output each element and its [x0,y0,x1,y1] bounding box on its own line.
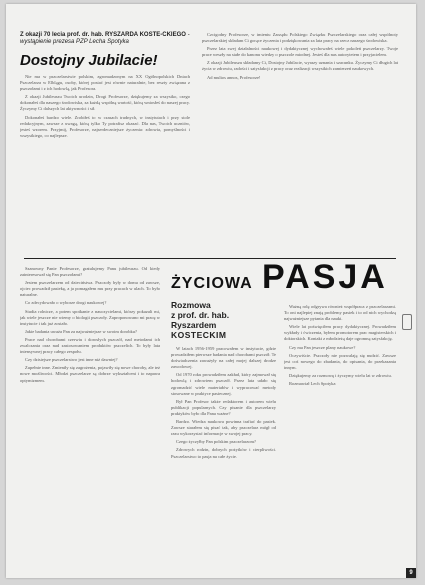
paragraph: Czego życzyłby Pan polskim pszczelarzom? [176,439,256,445]
interview-subtitle [171,300,271,340]
paragraph: Z okazji Jubileuszu składamy Ci, Dostojny Jubilacie, wyrazy uznania i szacunku. Życzymy Ci długich lat życia w zdrowiu, radości i satysfakcji z pracy oraz realizacji wszystkich zamierzeń naukowych. [202,60,398,72]
paragraph: Dokonałeś bardzo wiele. Zrobiłeś to w czasach trudnych, w instytutach i przy stole redakcyjnym, zawsze z uwagą, którą tylko Ty potrafisz okazać. Dla nas, Twoich uczniów, jesteś wzorem. Przyjmij, Profesorze, najserdeczniejsze życzenia: zdrowia, pomyślności i wszystkiego, co najlepsze. [20,114,190,138]
paragraph: Czcigodny Profesorze, w imieniu Zarządu Polskiego Związku Pszczelarskiego oraz całej wspólnoty pszczelarskiej składam Ci gorące życzenia i podziękowania za lata pracy na rzecz naszego środowiska. [202,32,398,44]
paragraph: Był Pan Profesor także redaktorem i autorem wielu publikacji popularnych. Czy pisanie dla pszczelarzy praktyków było dla Pana ważne? [171,398,276,416]
magazine-page [6,4,416,578]
paragraph: Czy dzisiejsze pszczelarstwo jest inne niż dawniej? [25,357,118,363]
paragraph: Przez lata swej działalności naukowej i dydaktycznej wychowałeś wiele pokoleń pszczelarzy. Twoje prace weszły na stałe do kanonu wiedzy o pszczole miodnej. Jesteś dla nas autorytetem i przyjacielem. [202,46,398,58]
paragraph: Studia rolnicze, a potem spotkanie z nauczycielami, którzy pokazali mi, jak wiele jeszcze nie wiemy o biologii pszczoły. Zaproponowano mi pracę w instytucie i tak już zostało. [20,308,160,326]
paragraph: Jakie badania uważa Pan za najważniejsze w swoim dorobku? [25,328,137,334]
subtitle-line: Rozmowa [171,300,211,310]
paragraph: Bardzo. Wiedza naukowa powinna trafiać do pasiek. Zawsze starałem się pisać tak, aby pszczelarz mógł od razu wykorzystać informacje w swojej pracy. [171,419,276,437]
section-title-small: ŻYCIOWA [171,275,253,292]
paragraph: Oczywiście. Pszczoły nie pozwalają się nudzić. Zawsze jest coś nowego do zbadania, do opisania, do przekazania innym. [284,352,396,370]
paragraph: W latach 1956-1959 pracowałem w instytucie, gdzie prowadziłem pierwsze badania nad chorobami pszczół. Te doświadczenia zaważyły na całej mojej dalszej drodze zawodowej. [171,346,276,370]
binding-mark [402,314,412,330]
paragraph: Zupełnie inne. Zmieniły się zagrożenia, pojawiły się nowe choroby, ale też nowe możliwości. Młodzi pszczelarze są dobrze wykształceni i to napawa optymizmem. [20,365,160,383]
paragraph: Zdrowych rodzin, dobrych pożytków i cierpliwości. Pszczelarstwo to pasja na całe życie. [171,447,276,459]
paragraph: Ad multos annos, Profesorze! [207,74,261,80]
interview-middle-column [171,346,276,571]
paragraph: Od 1970 roku prowadziłem zakład, który zajmował się hodowlą i zdrowiem pszczół. Przez lata udało się zgromadzić wiele materiałów i wypracować metody stosowane w praktyce pasiecznej. [171,372,276,396]
subtitle-line: KOSTECKIM [171,330,227,340]
paragraph: Ważną rolę odgrywa również współpraca z pszczelarzami. To oni najlepiej znają problemy pasiek i to od nich wychodzą najważniejsze pytania dla nauki. [284,304,396,322]
interview-right-column [284,304,396,571]
subtitle-line: z prof. dr. hab. [171,310,230,320]
interview-left-column [20,266,160,570]
paragraph: Z okazji Jubileuszu Twoich urodzin, Drogi Profesorze, dziękujemy za wszystko, czego dokonałeś dla naszego środowiska, za każdą wspólną wartość, którą wniosłeś do naszej pracy. Życzymy Ci dalszych lat aktywności i sił. [20,94,190,112]
paragraph: Dziękujemy za rozmowę i życzymy wielu lat w zdrowiu. [289,372,392,378]
paragraph: Prace nad chorobami czerwiu i dorosłych pszczół, nad metodami ich zwalczania oraz nad zastosowaniem produktów pszczelich. To były lata intensywnej pracy całego zespołu. [20,336,160,355]
paragraph: Rozmawiał Lech Spotyka [289,381,336,387]
article-heading [20,32,190,46]
top-right-column [202,32,398,250]
heading-text: Z okazji 70 lecia prof. dr. hab. RYSZARDA KOSTE-CKIEGO [20,32,186,38]
paragraph: Co zdecydowało o wyborze drogi naukowej? [25,300,107,306]
section-title-large: PASJA [262,258,388,296]
article-title: Dostojny Jubilacie! [20,52,158,69]
paragraph: Nie ma w pszczelarstwie polskim, zgromadzonym na XX Ogólnopolskich Dniach Pszczelarza w Elblągu, osoby, której postać jest równie naturalnie, bez reszty związana z pszczołami i z ich hodowlą, jak Profesora. [20,74,190,92]
subtitle-line: Ryszardem [171,320,217,330]
paragraph: Wiele lat poświęciłem pracy dydaktycznej. Prowadziłem wykłady i ćwiczenia, byłem promotorem prac magisterskich i doktorskich. Kontakt z młodzieżą daje ogromną satysfakcję. [284,324,396,342]
page-number: 9 [406,568,416,578]
paragraph: Szanowny Panie Profesorze, gratulujemy Panu jubileuszu. Od kiedy zainteresował się Pan pszczołami? [20,266,160,278]
heading-subtitle: - wystąpienie prezesa PZP Lecha Spotyka [20,32,190,45]
paragraph: Jestem pszczelarzem od dzieciństwa. Pszczoły były w domu od zawsze, ojciec prowadził pasiekę, a ja pomagałem mu przy pracach w ulach. To było naturalne. [20,280,160,298]
top-left-column [20,74,190,254]
paragraph: Czy ma Pan jeszcze plany naukowe? [289,344,356,350]
